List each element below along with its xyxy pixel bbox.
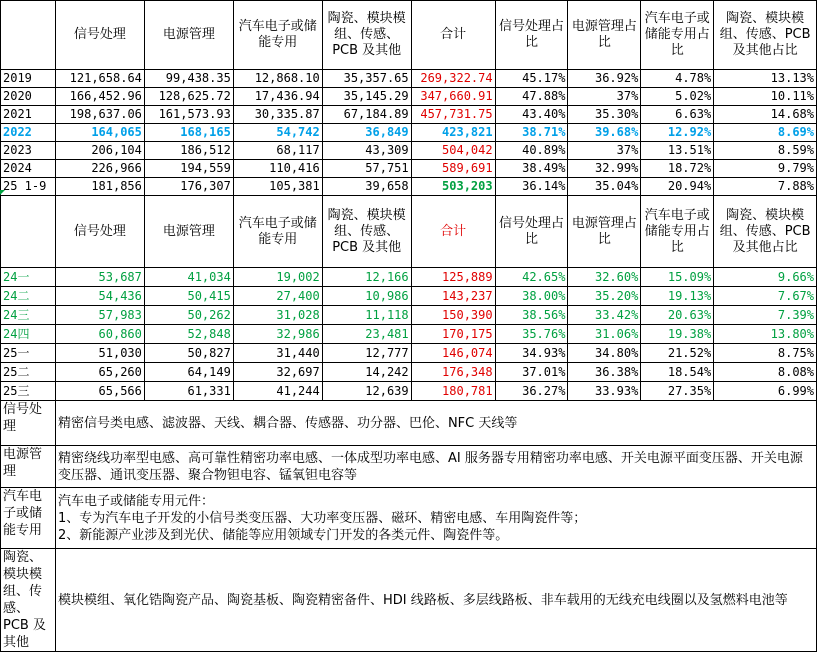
description-row	[1, 488, 817, 549]
data-cell[interactable]: 39.68%	[568, 124, 641, 142]
data-cell[interactable]: 457,731.75	[411, 106, 495, 124]
header-cell[interactable]: 信号处理	[55, 1, 144, 70]
header-cell[interactable]: 电源管理	[144, 1, 233, 70]
header-cell[interactable]: 信号处理占比	[495, 1, 568, 70]
data-cell[interactable]: 6.99%	[714, 382, 817, 401]
data-cell[interactable]: 32.99%	[568, 160, 641, 178]
description-row	[1, 446, 817, 488]
description-key-cell[interactable]: 陶瓷、模块模组、传感、PCB 及其他	[1, 549, 56, 652]
data-cell[interactable]: 12,639	[322, 382, 411, 401]
data-cell[interactable]: 20.94%	[641, 178, 714, 196]
header-cell[interactable]: 陶瓷、模块模组、传感、PCB 及其他占比	[714, 1, 817, 70]
data-cell[interactable]: 150,390	[411, 306, 495, 325]
header-cell[interactable]: 汽车电子或储能专用占比	[641, 1, 714, 70]
data-cell[interactable]: 54,436	[55, 287, 144, 306]
table-row	[1, 106, 817, 124]
row-label-cell[interactable]: 25一	[1, 344, 56, 363]
row-label-cell[interactable]: 25二	[1, 363, 56, 382]
data-cell[interactable]: 60,860	[55, 325, 144, 344]
table-row	[1, 70, 817, 88]
row-label-cell[interactable]: 24二	[1, 287, 56, 306]
data-cell[interactable]: 13.51%	[641, 142, 714, 160]
data-cell[interactable]: 37%	[568, 88, 641, 106]
table-row	[1, 344, 817, 363]
data-cell[interactable]: 35.20%	[568, 287, 641, 306]
description-row	[1, 401, 817, 446]
data-cell[interactable]: 181,856	[55, 178, 144, 196]
data-cell[interactable]: 8.08%	[714, 363, 817, 382]
data-cell[interactable]: 38.56%	[495, 306, 568, 325]
data-cell[interactable]: 12.92%	[641, 124, 714, 142]
data-cell[interactable]: 36.14%	[495, 178, 568, 196]
data-cell[interactable]: 269,322.74	[411, 70, 495, 88]
data-cell[interactable]: 143,237	[411, 287, 495, 306]
data-cell[interactable]: 43,309	[322, 142, 411, 160]
data-cell[interactable]: 7.39%	[714, 306, 817, 325]
data-cell[interactable]: 53,687	[55, 268, 144, 287]
data-cell[interactable]: 35.04%	[568, 178, 641, 196]
data-cell[interactable]: 14.68%	[714, 106, 817, 124]
data-cell[interactable]: 33.93%	[568, 382, 641, 401]
data-cell[interactable]: 10.11%	[714, 88, 817, 106]
data-cell[interactable]: 10,986	[322, 287, 411, 306]
data-cell[interactable]: 11,118	[322, 306, 411, 325]
table-row	[1, 287, 817, 306]
data-cell[interactable]: 128,625.72	[144, 88, 233, 106]
data-cell[interactable]: 110,416	[233, 160, 322, 178]
row-label-cell[interactable]: 24一	[1, 268, 56, 287]
data-cell[interactable]: 105,381	[233, 178, 322, 196]
data-cell[interactable]: 19.38%	[641, 325, 714, 344]
header-cell[interactable]: 电源管理占比	[568, 1, 641, 70]
data-cell[interactable]: 9.66%	[714, 268, 817, 287]
data-cell[interactable]: 38.00%	[495, 287, 568, 306]
header-cell[interactable]: 汽车电子或储能专用	[233, 1, 322, 70]
description-value-cell[interactable]: 精密信号类电感、滤波器、天线、耦合器、传感器、功分器、巴伦、NFC 天线等	[55, 401, 816, 446]
data-cell[interactable]: 36,849	[322, 124, 411, 142]
data-cell[interactable]: 34.93%	[495, 344, 568, 363]
header-row	[1, 1, 817, 70]
data-cell[interactable]: 8.69%	[714, 124, 817, 142]
data-cell[interactable]: 8.59%	[714, 142, 817, 160]
data-cell[interactable]: 23,481	[322, 325, 411, 344]
header-cell[interactable]: 陶瓷、模块模组、传感、PCB 及其他	[322, 196, 411, 268]
data-cell[interactable]: 164,065	[55, 124, 144, 142]
row-label-cell[interactable]: 25 1-9	[1, 178, 56, 196]
data-cell[interactable]: 7.88%	[714, 178, 817, 196]
data-cell[interactable]: 170,175	[411, 325, 495, 344]
data-cell[interactable]: 32,986	[233, 325, 322, 344]
table-row	[1, 160, 817, 178]
data-cell[interactable]: 21.52%	[641, 344, 714, 363]
header-cell[interactable]	[1, 196, 56, 268]
data-cell[interactable]: 31.06%	[568, 325, 641, 344]
data-cell[interactable]: 180,781	[411, 382, 495, 401]
data-cell[interactable]: 65,260	[55, 363, 144, 382]
data-cell[interactable]: 12,777	[322, 344, 411, 363]
data-cell[interactable]: 37%	[568, 142, 641, 160]
data-cell[interactable]: 161,573.93	[144, 106, 233, 124]
row-label-cell[interactable]: 2021	[1, 106, 56, 124]
table-row	[1, 124, 817, 142]
description-value-cell[interactable]: 精密绕线功率型电感、高可靠性精密功率电感、一体成型功率电感、AI 服务器专用精密功率电感、开关电源平面变压器、开关电源变压器、通讯变压器、聚合物钽电容、锰氧钽电容等	[55, 446, 816, 488]
table-row	[1, 363, 817, 382]
data-cell[interactable]: 67,184.89	[322, 106, 411, 124]
data-cell[interactable]: 168,165	[144, 124, 233, 142]
data-cell[interactable]: 33.42%	[568, 306, 641, 325]
data-cell[interactable]: 32.60%	[568, 268, 641, 287]
table-row	[1, 306, 817, 325]
data-cell[interactable]: 35,145.29	[322, 88, 411, 106]
data-cell[interactable]: 30,335.87	[233, 106, 322, 124]
data-cell[interactable]: 57,983	[55, 306, 144, 325]
data-cell[interactable]: 54,742	[233, 124, 322, 142]
data-cell[interactable]: 36.27%	[495, 382, 568, 401]
data-cell[interactable]: 36.38%	[568, 363, 641, 382]
data-cell[interactable]: 61,331	[144, 382, 233, 401]
header-cell[interactable]	[1, 1, 56, 70]
header-cell[interactable]: 合计	[411, 196, 495, 268]
data-cell[interactable]: 423,821	[411, 124, 495, 142]
row-label-cell[interactable]: 2020	[1, 88, 56, 106]
data-cell[interactable]: 14,242	[322, 363, 411, 382]
header-cell[interactable]: 陶瓷、模块模组、传感、PCB 及其他	[322, 1, 411, 70]
description-value-cell[interactable]: 汽车电子或储能专用元件： 1、专为汽车电子开发的小信号类变压器、大功率变压器、磁环、精密电感、车用陶瓷件等； 2、新能源产业涉及到光伏、储能等应用领域专门开发的各类元件、陶瓷件等。	[55, 488, 816, 549]
data-cell[interactable]: 18.72%	[641, 160, 714, 178]
data-cell[interactable]: 99,438.35	[144, 70, 233, 88]
table-row	[1, 178, 817, 196]
data-cell[interactable]: 121,658.64	[55, 70, 144, 88]
data-cell[interactable]: 19.13%	[641, 287, 714, 306]
table-row	[1, 268, 817, 287]
data-cell[interactable]: 166,452.96	[55, 88, 144, 106]
data-cell[interactable]: 19,002	[233, 268, 322, 287]
data-cell[interactable]: 52,848	[144, 325, 233, 344]
data-cell[interactable]: 35,357.65	[322, 70, 411, 88]
data-cell[interactable]: 38.49%	[495, 160, 568, 178]
data-cell[interactable]: 13.13%	[714, 70, 817, 88]
data-cell[interactable]: 50,262	[144, 306, 233, 325]
data-cell[interactable]: 8.75%	[714, 344, 817, 363]
description-key-cell[interactable]: 汽车电子或储能专用	[1, 488, 56, 549]
data-cell[interactable]: 32,697	[233, 363, 322, 382]
row-label-cell[interactable]: 2022	[1, 124, 56, 142]
row-label-cell[interactable]: 2023	[1, 142, 56, 160]
row-label-cell[interactable]: 24四	[1, 325, 56, 344]
cell-comment-marker	[0, 190, 5, 195]
data-cell[interactable]: 4.78%	[641, 70, 714, 88]
data-cell[interactable]: 17,436.94	[233, 88, 322, 106]
data-cell[interactable]: 41,244	[233, 382, 322, 401]
data-cell[interactable]: 503,203	[411, 178, 495, 196]
header-cell[interactable]: 陶瓷、模块模组、传感、PCB 及其他占比	[714, 196, 817, 268]
row-label-cell[interactable]: 2024	[1, 160, 56, 178]
data-cell[interactable]: 27.35%	[641, 382, 714, 401]
data-cell[interactable]: 7.67%	[714, 287, 817, 306]
header-cell[interactable]: 信号处理	[55, 196, 144, 268]
row-label-cell[interactable]: 25三	[1, 382, 56, 401]
data-cell[interactable]: 20.63%	[641, 306, 714, 325]
data-cell[interactable]: 13.80%	[714, 325, 817, 344]
data-cell[interactable]: 347,660.91	[411, 88, 495, 106]
data-cell[interactable]: 50,415	[144, 287, 233, 306]
header-cell[interactable]: 汽车电子或储能专用占比	[641, 196, 714, 268]
data-cell[interactable]: 176,348	[411, 363, 495, 382]
data-cell[interactable]: 194,559	[144, 160, 233, 178]
data-cell[interactable]: 35.30%	[568, 106, 641, 124]
data-cell[interactable]: 50,827	[144, 344, 233, 363]
data-cell[interactable]: 206,104	[55, 142, 144, 160]
data-cell[interactable]: 9.79%	[714, 160, 817, 178]
data-cell[interactable]: 39,658	[322, 178, 411, 196]
data-cell[interactable]: 31,028	[233, 306, 322, 325]
data-cell[interactable]: 35.76%	[495, 325, 568, 344]
data-cell[interactable]: 146,074	[411, 344, 495, 363]
header-cell[interactable]: 电源管理占比	[568, 196, 641, 268]
header-row	[1, 196, 817, 268]
data-cell[interactable]: 65,566	[55, 382, 144, 401]
table-row	[1, 325, 817, 344]
data-cell[interactable]: 31,440	[233, 344, 322, 363]
data-cell[interactable]: 38.71%	[495, 124, 568, 142]
row-label-cell[interactable]: 24三	[1, 306, 56, 325]
header-cell[interactable]: 电源管理	[144, 196, 233, 268]
data-cell[interactable]: 43.40%	[495, 106, 568, 124]
data-cell[interactable]: 12,868.10	[233, 70, 322, 88]
data-cell[interactable]: 45.17%	[495, 70, 568, 88]
data-cell[interactable]: 176,307	[144, 178, 233, 196]
data-cell[interactable]: 34.80%	[568, 344, 641, 363]
header-cell[interactable]: 合计	[411, 1, 495, 70]
table-row	[1, 88, 817, 106]
data-cell[interactable]: 6.63%	[641, 106, 714, 124]
data-cell[interactable]: 198,637.06	[55, 106, 144, 124]
data-cell[interactable]: 186,512	[144, 142, 233, 160]
data-cell[interactable]: 64,149	[144, 363, 233, 382]
row-label-cell[interactable]: 2019	[1, 70, 56, 88]
data-cell[interactable]: 15.09%	[641, 268, 714, 287]
data-cell[interactable]: 57,751	[322, 160, 411, 178]
data-cell[interactable]: 36.92%	[568, 70, 641, 88]
data-cell[interactable]: 18.54%	[641, 363, 714, 382]
data-cell[interactable]: 27,400	[233, 287, 322, 306]
description-row	[1, 549, 817, 652]
header-cell[interactable]: 汽车电子或储能专用	[233, 196, 322, 268]
data-cell[interactable]: 125,889	[411, 268, 495, 287]
data-cell[interactable]: 42.65%	[495, 268, 568, 287]
description-key-cell[interactable]: 电源管理	[1, 446, 56, 488]
table-row	[1, 382, 817, 401]
description-key-cell[interactable]: 信号处理	[1, 401, 56, 446]
data-cell[interactable]: 12,166	[322, 268, 411, 287]
data-cell[interactable]: 37.01%	[495, 363, 568, 382]
data-cell[interactable]: 68,117	[233, 142, 322, 160]
data-cell[interactable]: 5.02%	[641, 88, 714, 106]
table-row	[1, 142, 817, 160]
description-value-cell[interactable]: 模块模组、氧化锆陶瓷产品、陶瓷基板、陶瓷精密备件、HDI 线路板、多层线路板、非车载用的无线充电线圈以及氢燃料电池等	[55, 549, 816, 652]
data-cell[interactable]: 51,030	[55, 344, 144, 363]
data-cell[interactable]: 226,966	[55, 160, 144, 178]
data-cell[interactable]: 40.89%	[495, 142, 568, 160]
data-cell[interactable]: 41,034	[144, 268, 233, 287]
data-cell[interactable]: 589,691	[411, 160, 495, 178]
data-cell[interactable]: 504,042	[411, 142, 495, 160]
data-cell[interactable]: 47.88%	[495, 88, 568, 106]
header-cell[interactable]: 信号处理占比	[495, 196, 568, 268]
